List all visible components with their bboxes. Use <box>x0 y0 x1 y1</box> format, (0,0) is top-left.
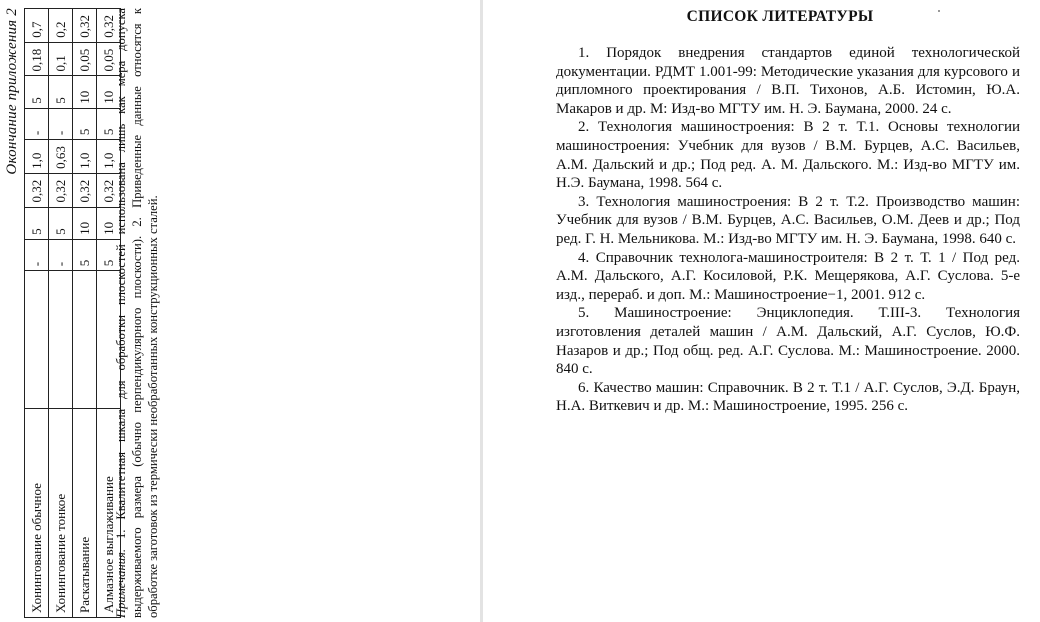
table-row <box>25 9 49 618</box>
reference-item: 3. Технология машиностроения: В 2 т. Т.2. Производство машин: Учебник для вузов / В.М. Бурцев, А.С. Васильев, О.М. Деев и др.; Под ред. Г. Н. Мельникова. М.: Изд-во МГТУ им. Н. Э. Баумана, 1998. 640 с. <box>556 193 1020 247</box>
table-cell: 5 <box>25 207 49 239</box>
table-cell: 0,32 <box>97 9 121 43</box>
table-cell <box>25 271 49 409</box>
table-cell: 0,05 <box>73 42 97 76</box>
table-cell <box>49 271 73 409</box>
table-cell: 5 <box>73 239 97 270</box>
reference-item: 4. Справочник технолога-машиностроителя: В 2 т. Т. 1 / Под ред. А.М. Дальского, А.Г. Косиловой, Р.К. Мещерякова, А.Г. Суслова. 5-е изд., перераб. и доп. М.: Машиностроение−1, 2001. 912 с. <box>556 249 1020 303</box>
table-cell: 10 <box>73 207 97 239</box>
table-cell: 0,1 <box>49 42 73 76</box>
table-cell: 10 <box>97 76 121 108</box>
table-cell: 0,32 <box>25 173 49 207</box>
book-gutter <box>480 0 483 622</box>
table-row <box>49 9 73 618</box>
table-notes <box>113 8 161 618</box>
table-cell: 0,05 <box>97 42 121 76</box>
table-cell: 0,18 <box>25 42 49 76</box>
reference-item: 1. Порядок внедрения стандартов единой технологической документации. РДМТ 1.001-99: Методические указания для курсового и дипломного проектирования / В.П. Тихонов, А.Б. Истомин, Ю.А. Макаров и др. М: Изд-во МГТУ им. Н. Э. Баумана, 2000. 24 с. <box>556 45 1020 117</box>
reference-list <box>556 44 1020 416</box>
table-cell: 5 <box>25 76 49 108</box>
table-cell: 0,32 <box>73 173 97 207</box>
table-cell: 0,2 <box>49 9 73 43</box>
table-cell: Раскатывание <box>73 409 97 618</box>
table-cell: - <box>49 108 73 139</box>
table-cell: - <box>25 108 49 139</box>
appendix-continuation-header: Окончание приложения 2 <box>4 8 20 175</box>
table-cell: 10 <box>97 207 121 239</box>
table-cell: 5 <box>97 239 121 270</box>
page-title: СПИСОК ЛИТЕРАТУРЫ <box>686 8 874 25</box>
right-page <box>520 0 1040 622</box>
table-cell: 5 <box>97 108 121 139</box>
table-cell: Алмазное выглаживание <box>97 409 121 618</box>
notes-label: Примечания. <box>114 548 128 618</box>
scan-speck <box>938 10 940 12</box>
table-cell: Хонингование обычное <box>25 409 49 618</box>
reference-item: 6. Качество машин: Справочник. В 2 т. Т.1 / А.Г. Суслов, Э.Д. Браун, Н.А. Виткевич и др. М.: Машиностроение, 1995. 256 с. <box>556 379 1020 415</box>
table-cell: 1,0 <box>97 140 121 174</box>
table-cell: 10 <box>73 76 97 108</box>
table-cell <box>73 271 97 409</box>
table-cell: 0,63 <box>49 140 73 174</box>
table-cell: 5 <box>49 76 73 108</box>
notes-text: 1. Квалитетная шкала для обработки плоскостей использована лишь как мера допуска выдерживаемого размера (обычно перпендикулярного плоскости). 2. Приведенные данные относятся к обработке заготовок из термически необработанных конструкционных сталей. <box>114 8 160 618</box>
roughness-tolerance-table <box>24 8 121 618</box>
table-cell: 1,0 <box>25 140 49 174</box>
table-cell: 0,32 <box>97 173 121 207</box>
table-cell: 0,7 <box>25 9 49 43</box>
table-cell: 1,0 <box>73 140 97 174</box>
table-cell: 5 <box>73 108 97 139</box>
table-cell: - <box>49 239 73 270</box>
rotated-appendix-content <box>0 0 190 622</box>
table-cell: 0,32 <box>73 9 97 43</box>
table-row <box>73 9 97 618</box>
table-cell: 0,32 <box>49 173 73 207</box>
reference-item: 2. Технология машиностроения: В 2 т. Т.1. Основы технологии машиностроения: Учебник для вузов / В.М. Бурцев, А.С. Васильев, А.М. Дальский и др.; Под ред. А. М. Дальского. М.: Изд-во МГТУ им. Н.Э. Баумана, 1998. 564 с. <box>556 119 1020 192</box>
table-cell: - <box>25 239 49 270</box>
table-cell: 5 <box>49 207 73 239</box>
table-cell: Хонингование тонкое <box>49 409 73 618</box>
reference-item: 5. Машиностроение: Энциклопедия. Т.III-3. Технология изготовления деталей машин / А.М. Дальский, А.Г. Суслов, Ю.Ф. Назаров и др.; Под общ. ред. А.Г. Суслова. М.: Машиностроение. 2000. 840 с. <box>556 305 1020 378</box>
